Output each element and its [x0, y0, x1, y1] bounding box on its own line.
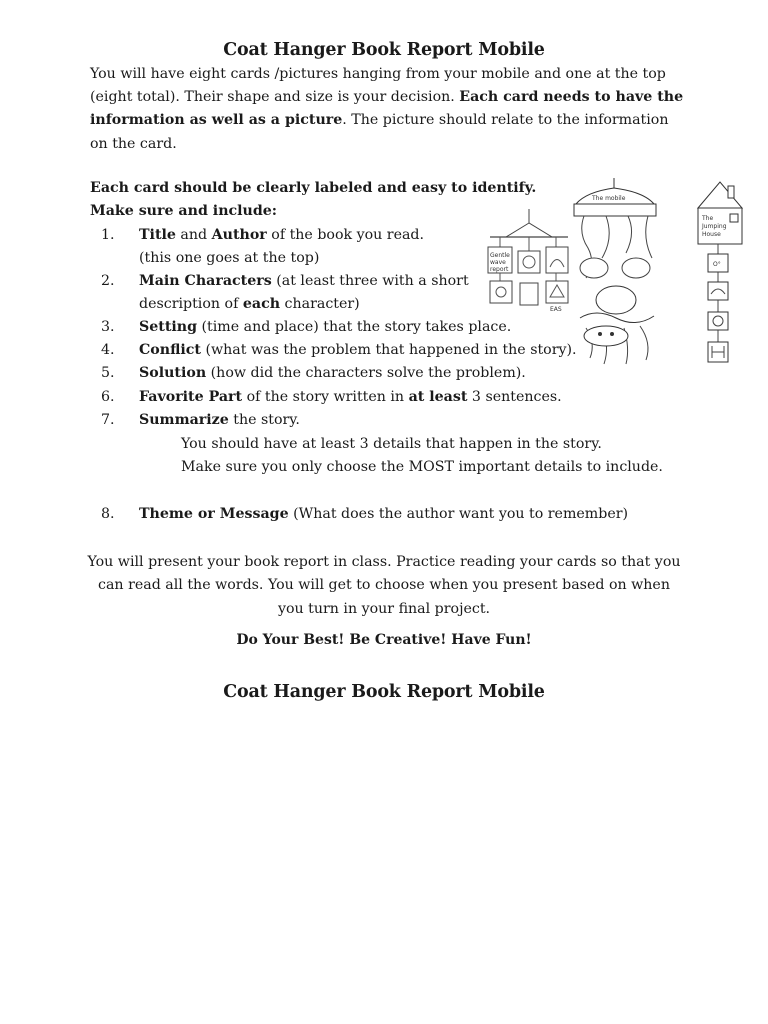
item-number: 5. [101, 365, 115, 381]
item-text: 3 sentences. [467, 389, 562, 405]
item-bold: Favorite Part [139, 389, 243, 405]
item-bold: Main Characters [139, 273, 272, 289]
list-item [90, 503, 628, 526]
item-bold: Theme or Message [139, 506, 289, 522]
intro-bold-requirement: Each card needs to have the information as well as a picture [90, 89, 684, 129]
item-number: 6. [101, 389, 115, 405]
list-item [90, 224, 424, 247]
item-text: (at least three with a short [271, 273, 469, 289]
item-number: 1. [101, 227, 115, 243]
item-continuation [139, 293, 360, 316]
list-item [90, 362, 526, 385]
mobile-card-text: Gentle [490, 252, 510, 259]
intro-text-2: . The picture should relate to the information on the card. [90, 112, 669, 152]
mobile-illustration-1 [486, 207, 572, 315]
item-text: (how did the characters solve the problem). [206, 365, 526, 381]
list-item [90, 339, 577, 362]
motto: Do Your Best! Be Creative! Have Fun! [236, 632, 532, 648]
svg-text:O°: O° [713, 261, 721, 268]
item-bold: Solution [139, 365, 207, 381]
page-title: Coat Hanger Book Report Mobile [223, 40, 545, 60]
item-text: of the book you read. [266, 227, 425, 243]
page-title-repeat: Coat Hanger Book Report Mobile [223, 682, 545, 702]
item-sub-detail: You should have at least 3 details that happen in the story. [181, 436, 602, 452]
item-text: of the story written in [242, 389, 409, 405]
item-text: (time and place) that the story takes place. [197, 319, 512, 335]
labeling-instruction: Each card should be clearly labeled and easy to identify. [90, 180, 537, 196]
item-number: 7. [101, 412, 115, 428]
item-number: 2. [101, 273, 115, 289]
item-bold: Setting [139, 319, 198, 335]
item-bold: Title [139, 227, 176, 243]
item-bold: at least [408, 389, 468, 405]
house-text: House [702, 231, 721, 238]
mobile-card-text: report [490, 266, 509, 273]
item-bold: each [242, 296, 281, 312]
list-item [90, 409, 300, 432]
house-text: The [702, 215, 714, 222]
item-number: 8. [101, 506, 115, 522]
item-continuation: (this one goes at the top) [139, 250, 320, 266]
item-text: the story. [228, 412, 300, 428]
list-item [90, 316, 511, 339]
item-text: (What does the author want you to remember) [288, 506, 629, 522]
item-bold: Conflict [139, 342, 201, 358]
include-heading: Make sure and include: [90, 203, 278, 219]
item-text: description of [139, 296, 243, 312]
item-text: character) [280, 296, 360, 312]
item-number: 3. [101, 319, 115, 335]
item-text: and [175, 227, 212, 243]
mobile-top-text: The mobile [592, 195, 626, 202]
svg-text:EAS: EAS [550, 306, 562, 313]
mobile-card-text: wave [490, 259, 506, 266]
item-text: (what was the problem that happened in the story). [200, 342, 577, 358]
list-item [90, 386, 562, 409]
item-bold: Author [211, 227, 267, 243]
mobile-illustration-3 [694, 178, 746, 370]
intro-text-1: You will have eight cards /pictures hanging from your mobile and one at the top (eight total). Their shape and size is your decision. [90, 66, 666, 106]
presentation-paragraph [84, 551, 684, 621]
house-text: Jumping [702, 223, 727, 230]
list-item [90, 270, 469, 293]
item-sub-detail: Make sure you only choose the MOST important details to include. [181, 459, 663, 475]
presentation-text: You will present your book report in class. Practice reading your cards so that you can read all the words. You will get to choose when you present based on when you turn in your final project. [87, 554, 681, 617]
item-number: 4. [101, 342, 115, 358]
mobile-illustration-2 [566, 178, 666, 368]
intro-paragraph [90, 63, 690, 156]
item-bold: Summarize [139, 412, 229, 428]
